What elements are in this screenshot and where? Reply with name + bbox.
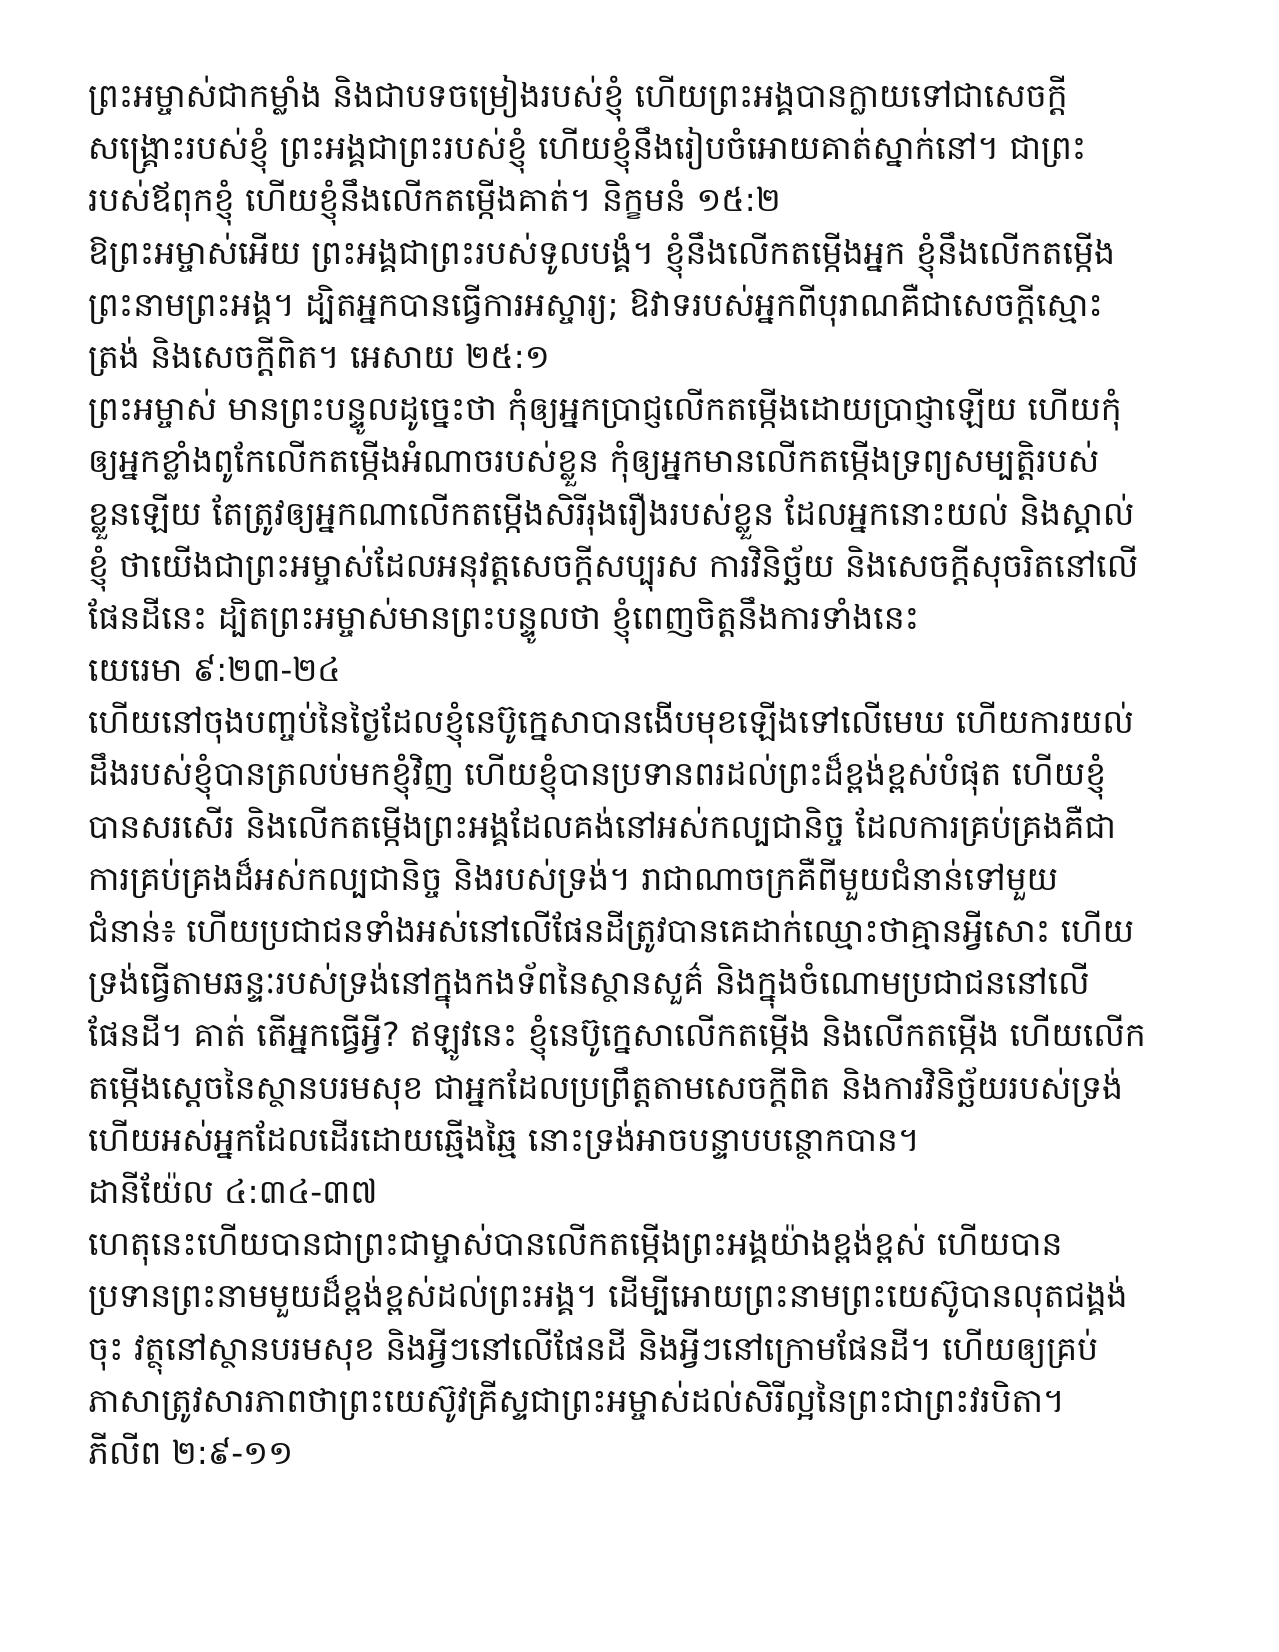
text-line: សង្គ្រោះរបស់ខ្ញុំ ព្រះអង្គជាព្រះរបស់ខ្ញុំ ហើយខ្ញុំនឹងរៀបចំអោយគាត់ស្នាក់នៅ។ ជាព្រះ	[88, 128, 1087, 168]
text-line: ដឹងរបស់ខ្ញុំបានត្រលប់មកខ្ញុំវិញ ហើយខ្ញុំបានប្រទានពរដល់ព្រះដ៏ខ្ពង់ខ្ពស់បំផុត ហើយខ្ញុំ	[88, 754, 1107, 794]
text-line: ហើយអស់អ្នកដែលដើរដោយឆ្មើងឆ្មៃ នោះទ្រង់អាចបន្ទាបបន្ថោកបាន។	[88, 1119, 920, 1159]
text-line: ត្រង់ និងសេចក្តីពិត។ អេសាយ ២៥:១	[88, 336, 550, 376]
text-line: ព្រះអម្ចាស់ មានព្រះបន្ទូលដូច្នេះថា កុំឲ្យអ្នកប្រាជ្ញលើកតម្កើងដោយប្រាជ្ញាឡើយ ហើយកុំ	[88, 389, 1122, 429]
text-line: ប្រទានព្រះនាមមួយដ៏ខ្ពង់ខ្ពស់ដល់ព្រះអង្គ។ ដើម្បីអោយព្រះនាមព្រះយេស៊ូបានលុតជង្គង់	[88, 1276, 1128, 1316]
text-line: ហេតុនេះហើយបានជាព្រះជាម្ចាស់បានលើកតម្កើងព្រះអង្គយ៉ាងខ្ពង់ខ្ពស់ ហើយបាន	[88, 1224, 1063, 1264]
text-line: ការគ្រប់គ្រងដ៏អស់កល្បជានិច្ច និងរបស់ទ្រង់។ រាជាណាចក្រគឺពីមួយជំនាន់ទៅមួយ	[88, 858, 1059, 898]
passage-isaiah	[88, 227, 1198, 384]
text-line: ផែនដីនេះ ដ្បិតព្រះអម្ចាស់មានព្រះបន្ទូលថា ខ្ញុំពេញចិត្តនឹងការទាំងនេះ	[88, 597, 920, 637]
scripture-page	[88, 70, 1198, 1630]
text-line: ឱព្រះអម្ចាស់អើយ ព្រះអង្គជាព្រះរបស់ទូលបង្គំ។ ខ្ញុំនឹងលើកតម្កើងអ្នក ខ្ញុំនឹងលើកតម្កើង	[88, 232, 1115, 272]
text-line: តម្កើងស្តេចនៃស្ថានបរមសុខ ជាអ្នកដែលប្រព្រឹត្តតាមសេចក្តីពិត និងការវិនិច្ឆ័យរបស់ទ្រង់	[88, 1067, 1123, 1107]
text-line: ខ្ញុំ ថាយើងជាព្រះអម្ចាស់ដែលអនុវត្តសេចក្តីសប្បុរស ការវិនិច្ឆ័យ និងសេចក្តីសុចរិតនៅលើ	[88, 545, 1139, 585]
text-line: ទ្រង់ធ្វើតាមឆន្ទៈរបស់ទ្រង់នៅក្នុងកងទ័ពនៃស្ថានសួគ៌ និងក្នុងចំណោមប្រជាជននៅលើ	[88, 963, 1090, 1003]
passage-exodus	[88, 70, 1198, 227]
passage-jeremiah	[88, 383, 1198, 696]
text-line: ហើយនៅចុងបញ្ចប់នៃថ្ងៃដែលខ្ញុំនេប៊ូក្នេសាបានងើបមុខឡើងទៅលើមេឃ ហើយការយល់	[88, 702, 1134, 742]
verse-reference: យេរេមា ៩:២៣-២៤	[88, 650, 341, 690]
text-line: ខ្លួនឡើយ តែត្រូវឲ្យអ្នកណាលើកតម្កើងសិរីរុងរឿងរបស់ខ្លួន ដែលអ្នកនោះយល់ និងស្គាល់	[88, 493, 1135, 533]
text-line: ព្រះនាមព្រះអង្គ។ ដ្បិតអ្នកបានធ្វើការអស្ចារ្យ; ឱវាទរបស់អ្នកពីបុរាណគឺជាសេចក្តីស្មោះ	[88, 284, 1103, 324]
text-line: ជំនាន់៖ ហើយប្រជាជនទាំងអស់នៅលើផែនដីត្រូវបានគេដាក់ឈ្មោះថាគ្មានអ្វីសោះ ហើយ	[88, 911, 1135, 950]
text-line: ផែនដី។ គាត់ តើអ្នកធ្វើអ្វី? ឥឡូវនេះ ខ្ញុំនេប៊ូក្នេសាលើកតម្កើង និងលើកតម្កើង ហើយលើក	[88, 1015, 1146, 1055]
text-line: របស់ឪពុកខ្ញុំ ហើយខ្ញុំនឹងលើកតម្កើងគាត់។ និក្ខមនំ ១៥:២	[88, 180, 781, 220]
verse-reference: ភីលីព ២:៩-១១	[88, 1432, 294, 1472]
text-line: បានសរសើរ និងលើកតម្កើងព្រះអង្គដែលគង់នៅអស់កល្បជានិច្ច ដែលការគ្រប់គ្រងគឺជា	[88, 806, 1116, 846]
verse-reference: ដានីយ៉ែល ៤:៣៤-៣៧	[88, 1171, 378, 1211]
text-line: ព្រះអម្ចាស់ជាកម្លាំង និងជាបទចម្រៀងរបស់ខ្ញុំ ហើយព្រះអង្គបានក្លាយទៅជាសេចក្តី	[88, 76, 1068, 115]
passage-philippians	[88, 1218, 1198, 1479]
passage-daniel	[88, 696, 1198, 1218]
text-line: ឲ្យអ្នកខ្លាំងពូកែលើកតម្កើងអំណាចរបស់ខ្លួន កុំឲ្យអ្នកមានលើកតម្កើងទ្រព្យសម្បត្តិរបស់	[88, 441, 1100, 481]
text-line: ចុះ វត្ថុនៅស្ថានបរមសុខ និងអ្វីៗនៅលើផែនដី និងអ្វីៗនៅក្រោមផែនដី។ ហើយឲ្យគ្រប់	[88, 1328, 1099, 1368]
text-line: ភាសាត្រូវសារភាពថាព្រះយេស៊ូវគ្រីស្ទជាព្រះអម្ចាស់ដល់សិរីល្អនៃព្រះជាព្រះវរបិតា។	[88, 1380, 1065, 1420]
